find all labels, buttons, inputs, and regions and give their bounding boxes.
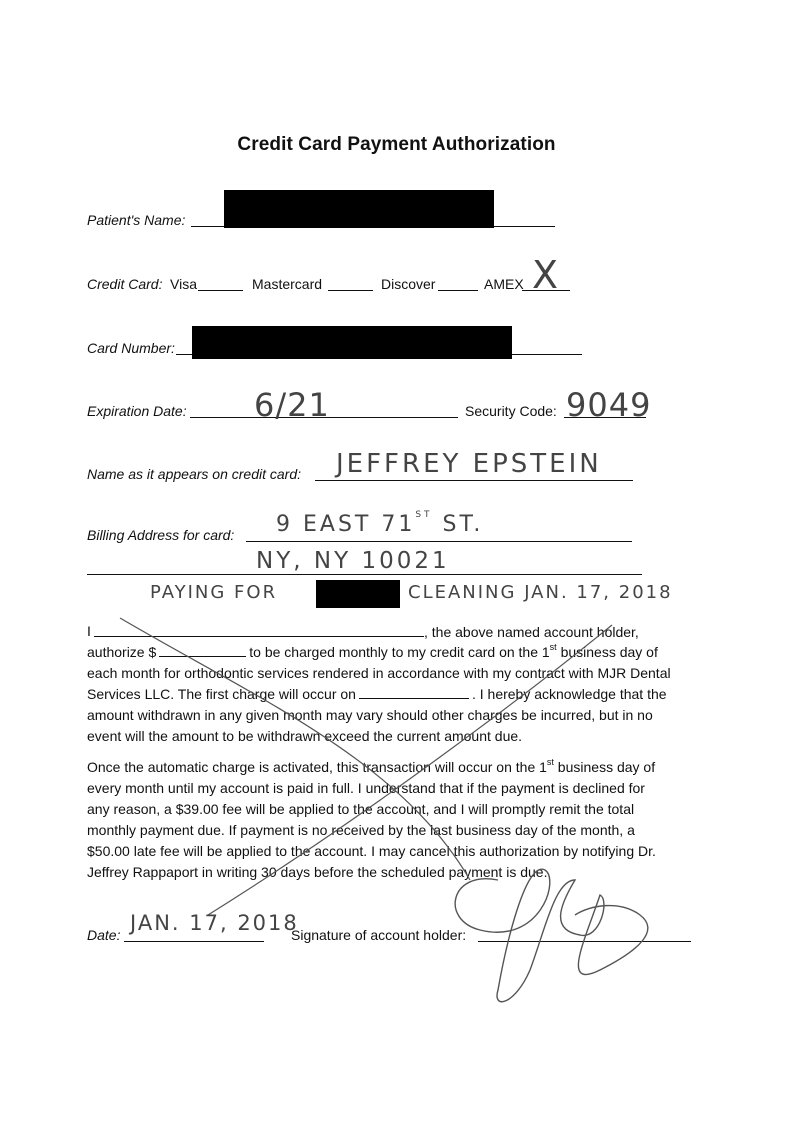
paragraph2-line5: $50.00 late fee will be applied to the account. I may cancel this authorization by notifying Dr. — [87, 843, 656, 859]
paragraph2-l1-b: business day of — [553, 759, 656, 775]
paragraph2-line2: every month until my account is paid in full. I understand that if the payment is declined for — [87, 780, 645, 796]
paragraph1-l2-sup: st — [549, 642, 557, 652]
paragraph1-l1-end: , the above named account holder, — [424, 624, 639, 640]
discover-option-label: Discover — [381, 276, 436, 292]
signature-label: Signature of account holder: — [291, 927, 467, 943]
paragraph1-line5: amount withdrawn in any given month may vary should other charges be incurred, but in no — [87, 707, 653, 723]
credit-card-label: Credit Card: — [87, 276, 163, 292]
paragraph2-line4: monthly payment due. If payment is no received by the last business day of the month, a — [87, 822, 635, 838]
paragraph1-line3: each month for orthodontic services rendered in accordance with my contract with MJR Dental — [87, 665, 671, 681]
date-label: Date: — [87, 927, 121, 943]
mastercard-option-label: Mastercard — [252, 276, 323, 292]
billing-address-street-end: ST. — [432, 512, 484, 537]
billing-address-value-2: NY, NY 10021 — [256, 548, 450, 574]
paragraph2-line6: Jeffrey Rappaport in writing 30 days before the scheduled payment is due. — [87, 864, 548, 880]
paragraph1-l4-b: . I hereby acknowledge that the — [471, 686, 667, 702]
handwritten-note-right: CLEANING JAN. 17, 2018 — [408, 582, 673, 603]
paragraph2-line3: any reason, a $39.00 fee will be applied to the account, and I will promptly remit the total — [87, 801, 635, 817]
amex-option-label: AMEX — [484, 276, 524, 292]
visa-option-label: Visa — [170, 276, 197, 292]
paragraph1-l2-a: authorize $ — [87, 644, 157, 660]
billing-address-street-suffix: ST — [415, 510, 433, 520]
billing-address-street: 9 EAST 71 — [276, 512, 416, 537]
patient-name-label: Patient's Name: — [87, 212, 186, 228]
expiration-date-value: 6/21 — [254, 386, 330, 424]
card-number-label: Card Number: — [87, 340, 175, 356]
paragraph1-l2-b: to be charged monthly to my credit card on the 1 — [249, 644, 550, 660]
paragraph1-l4-a: Services LLC. The first charge will occur on — [87, 686, 356, 702]
paragraph1-l1-start: I — [87, 623, 91, 639]
security-code-value: 9049 — [566, 386, 652, 424]
name-on-card-label: Name as it appears on credit card: — [87, 466, 301, 482]
paragraph2-l1-a: Once the automatic charge is activated, this transaction will occur on the 1 — [87, 759, 547, 775]
paragraph2-l1-sup: st — [546, 757, 554, 767]
billing-address-label: Billing Address for card: — [87, 527, 235, 543]
expiration-date-label: Expiration Date: — [87, 403, 187, 419]
paragraph1-line6: event will the amount to be withdrawn exceed the current amount due. — [87, 728, 523, 744]
security-code-label: Security Code: — [465, 403, 557, 419]
amex-handwritten-mark: X — [532, 253, 560, 297]
handwritten-note-left: PAYING FOR — [150, 582, 278, 603]
name-on-card-value: JEFFREY EPSTEIN — [336, 449, 602, 479]
date-value: JAN. 17, 2018 — [130, 911, 299, 935]
paragraph1-l2-c: business day of — [556, 644, 658, 660]
document-title: Credit Card Payment Authorization — [237, 134, 556, 155]
